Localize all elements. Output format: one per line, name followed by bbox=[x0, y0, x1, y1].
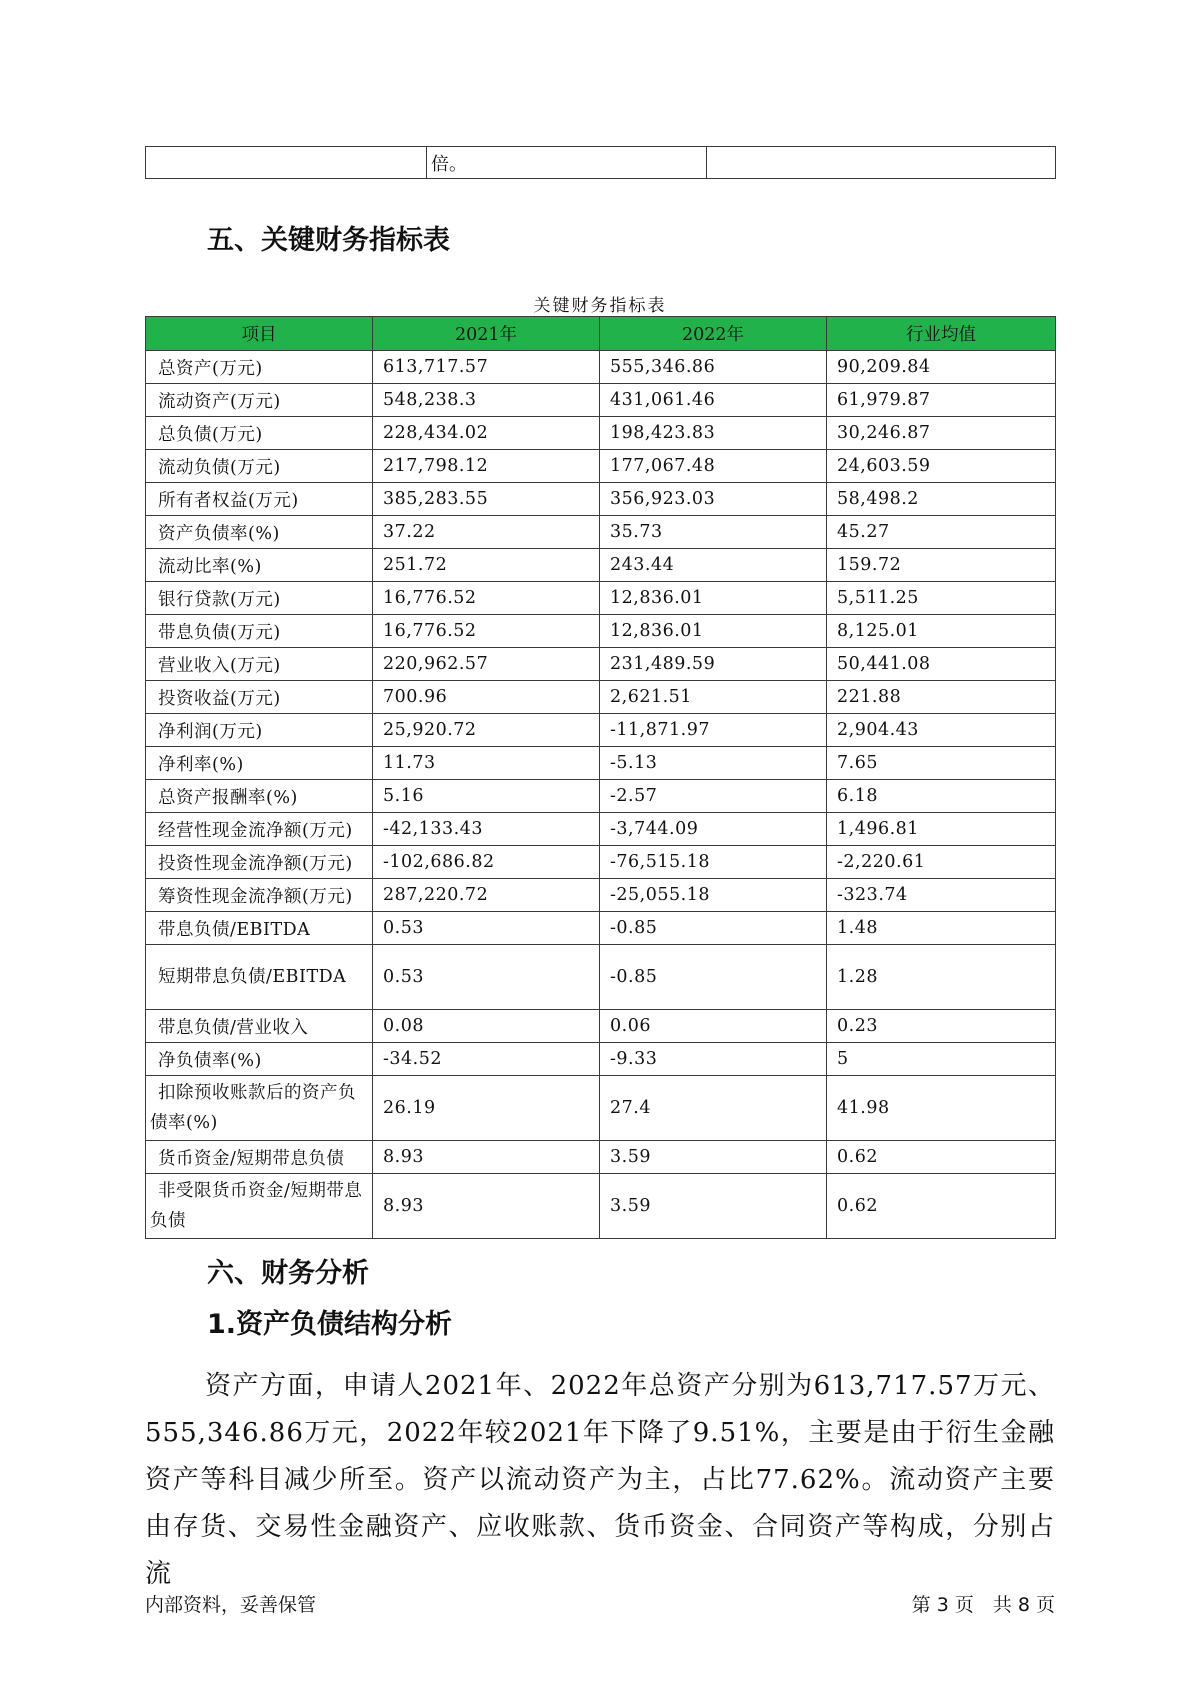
table-row bbox=[146, 417, 1056, 450]
table-row bbox=[146, 1010, 1056, 1043]
table-row bbox=[146, 879, 1056, 912]
table-cell bbox=[146, 147, 427, 179]
body-paragraph: 资产方面，申请人2021年、2022年总资产分别为613,717.57万元、555,346.86万元，2022年较2021年下降了9.51%，主要是由于衍生金融资产等科目减少所至。资产以流动资产为主，占比77.62%。流动资产主要由存货、交易性金融资产、应收账款、货币资金、合同资产等构成，分别占流 bbox=[145, 1371, 1055, 1589]
row-label: 所有者权益(万元) bbox=[146, 483, 373, 516]
table-cell: 35.73 bbox=[600, 516, 827, 549]
table-cell: 8.93 bbox=[373, 1174, 600, 1239]
continued-table-fragment bbox=[145, 146, 1056, 179]
table-cell: 1.28 bbox=[827, 945, 1056, 1010]
table-cell: 177,067.48 bbox=[600, 450, 827, 483]
table-cell: -34.52 bbox=[373, 1043, 600, 1076]
table-cell: 385,283.55 bbox=[373, 483, 600, 516]
row-label: 短期带息负债/EBITDA bbox=[146, 945, 373, 1010]
table-row bbox=[146, 582, 1056, 615]
table-row bbox=[146, 681, 1056, 714]
row-label: 流动资产(万元) bbox=[146, 384, 373, 417]
table-caption: 关键财务指标表 bbox=[533, 296, 667, 316]
table-cell: 5 bbox=[827, 1043, 1056, 1076]
table-cell: -11,871.97 bbox=[600, 714, 827, 747]
table-row bbox=[146, 615, 1056, 648]
table-cell: -0.85 bbox=[600, 945, 827, 1010]
table-row bbox=[146, 147, 1056, 179]
table-cell: 25,920.72 bbox=[373, 714, 600, 747]
row-label: 净利润(万元) bbox=[146, 714, 373, 747]
table-cell: 431,061.46 bbox=[600, 384, 827, 417]
table-cell: 243.44 bbox=[600, 549, 827, 582]
row-label: 总资产报酬率(%) bbox=[146, 780, 373, 813]
table-cell: 221.88 bbox=[827, 681, 1056, 714]
table-cell: 0.08 bbox=[373, 1010, 600, 1043]
table-cell: -42,133.43 bbox=[373, 813, 600, 846]
table-cell: 12,836.01 bbox=[600, 582, 827, 615]
table-header-row bbox=[146, 317, 1056, 351]
table-row bbox=[146, 549, 1056, 582]
table-cell: -0.85 bbox=[600, 912, 827, 945]
table-cell: -102,686.82 bbox=[373, 846, 600, 879]
table-cell: 555,346.86 bbox=[600, 351, 827, 384]
table-cell: 0.62 bbox=[827, 1141, 1056, 1174]
section-heading: 六、财务分析 bbox=[207, 1258, 369, 1289]
table-cell: 548,238.3 bbox=[373, 384, 600, 417]
table-cell: 251.72 bbox=[373, 549, 600, 582]
key-financial-indicators-table bbox=[145, 316, 1056, 1239]
table-row bbox=[146, 351, 1056, 384]
table-cell: -25,055.18 bbox=[600, 879, 827, 912]
table-row bbox=[146, 780, 1056, 813]
table-row bbox=[146, 1076, 1056, 1141]
table-cell: 356,923.03 bbox=[600, 483, 827, 516]
table-cell: 1,496.81 bbox=[827, 813, 1056, 846]
table-cell: 0.62 bbox=[827, 1174, 1056, 1239]
table-cell: 198,423.83 bbox=[600, 417, 827, 450]
table-row bbox=[146, 813, 1056, 846]
table-cell: 倍。 bbox=[427, 147, 707, 179]
row-label: 货币资金/短期带息负债 bbox=[146, 1141, 373, 1174]
row-label: 筹资性现金流净额(万元) bbox=[146, 879, 373, 912]
table-cell: 5.16 bbox=[373, 780, 600, 813]
footer-confidential-note: 内部资料，妥善保管 bbox=[145, 1594, 317, 1616]
row-label: 总资产(万元) bbox=[146, 351, 373, 384]
section-heading: 五、关键财务指标表 bbox=[207, 225, 450, 256]
table-cell: 90,209.84 bbox=[827, 351, 1056, 384]
row-label: 带息负债/EBITDA bbox=[146, 912, 373, 945]
table-cell: 3.59 bbox=[600, 1174, 827, 1239]
row-label: 扣除预收账款后的资产负债率(%) bbox=[146, 1076, 373, 1141]
table-row bbox=[146, 714, 1056, 747]
table-cell: 700.96 bbox=[373, 681, 600, 714]
row-label: 经营性现金流净额(万元) bbox=[146, 813, 373, 846]
table-cell: -323.74 bbox=[827, 879, 1056, 912]
footer-page-number: 第 3 页 共 8 页 bbox=[911, 1594, 1055, 1616]
table-row bbox=[146, 450, 1056, 483]
table-cell: 231,489.59 bbox=[600, 648, 827, 681]
table-cell: 11.73 bbox=[373, 747, 600, 780]
row-label: 总负债(万元) bbox=[146, 417, 373, 450]
row-label: 投资性现金流净额(万元) bbox=[146, 846, 373, 879]
table-cell: -76,515.18 bbox=[600, 846, 827, 879]
table-cell: 613,717.57 bbox=[373, 351, 600, 384]
table-cell: 5,511.25 bbox=[827, 582, 1056, 615]
table-row bbox=[146, 384, 1056, 417]
row-label: 流动负债(万元) bbox=[146, 450, 373, 483]
table-cell bbox=[707, 147, 1056, 179]
table-cell: 30,246.87 bbox=[827, 417, 1056, 450]
table-cell: 41.98 bbox=[827, 1076, 1056, 1141]
table-cell: 37.22 bbox=[373, 516, 600, 549]
column-header-2021: 2021年 bbox=[373, 317, 600, 351]
table-cell: 0.23 bbox=[827, 1010, 1056, 1043]
table-cell: 3.59 bbox=[600, 1141, 827, 1174]
row-label: 资产负债率(%) bbox=[146, 516, 373, 549]
table-cell: 8.93 bbox=[373, 1141, 600, 1174]
table-cell: 0.53 bbox=[373, 912, 600, 945]
table-cell: 24,603.59 bbox=[827, 450, 1056, 483]
table-cell: 50,441.08 bbox=[827, 648, 1056, 681]
subsection-heading: 1.资产负债结构分析 bbox=[207, 1309, 453, 1340]
table-row bbox=[146, 648, 1056, 681]
table-cell: 45.27 bbox=[827, 516, 1056, 549]
row-label: 净利率(%) bbox=[146, 747, 373, 780]
table-row bbox=[146, 1043, 1056, 1076]
row-label: 营业收入(万元) bbox=[146, 648, 373, 681]
table-cell: 217,798.12 bbox=[373, 450, 600, 483]
table-cell: 16,776.52 bbox=[373, 582, 600, 615]
table-cell: 2,904.43 bbox=[827, 714, 1056, 747]
table-cell: 0.53 bbox=[373, 945, 600, 1010]
table-cell: 0.06 bbox=[600, 1010, 827, 1043]
table-row bbox=[146, 483, 1056, 516]
table-cell: 159.72 bbox=[827, 549, 1056, 582]
table-cell: 2,621.51 bbox=[600, 681, 827, 714]
table-cell: -3,744.09 bbox=[600, 813, 827, 846]
table-cell: 7.65 bbox=[827, 747, 1056, 780]
table-cell: 61,979.87 bbox=[827, 384, 1056, 417]
table-cell: 220,962.57 bbox=[373, 648, 600, 681]
table-body bbox=[146, 351, 1056, 1239]
table-row bbox=[146, 912, 1056, 945]
row-label: 带息负债(万元) bbox=[146, 615, 373, 648]
table-cell: 26.19 bbox=[373, 1076, 600, 1141]
table-cell: 58,498.2 bbox=[827, 483, 1056, 516]
table-cell: 6.18 bbox=[827, 780, 1056, 813]
row-label: 投资收益(万元) bbox=[146, 681, 373, 714]
row-label: 银行贷款(万元) bbox=[146, 582, 373, 615]
table-cell: 8,125.01 bbox=[827, 615, 1056, 648]
table-cell: 12,836.01 bbox=[600, 615, 827, 648]
column-header-item: 项目 bbox=[146, 317, 373, 351]
table-row bbox=[146, 747, 1056, 780]
table-cell: -9.33 bbox=[600, 1043, 827, 1076]
table-cell: 1.48 bbox=[827, 912, 1056, 945]
table-row bbox=[146, 1174, 1056, 1239]
table-cell: -2,220.61 bbox=[827, 846, 1056, 879]
column-header-industry-avg: 行业均值 bbox=[827, 317, 1056, 351]
row-label: 净负债率(%) bbox=[146, 1043, 373, 1076]
row-label: 带息负债/营业收入 bbox=[146, 1010, 373, 1043]
table-cell: 228,434.02 bbox=[373, 417, 600, 450]
table-row bbox=[146, 846, 1056, 879]
row-label: 非受限货币资金/短期带息负债 bbox=[146, 1174, 373, 1239]
table-row bbox=[146, 516, 1056, 549]
table-cell: 16,776.52 bbox=[373, 615, 600, 648]
table-cell: 287,220.72 bbox=[373, 879, 600, 912]
column-header-2022: 2022年 bbox=[600, 317, 827, 351]
table-row bbox=[146, 945, 1056, 1010]
table-cell: -5.13 bbox=[600, 747, 827, 780]
table-row bbox=[146, 1141, 1056, 1174]
row-label: 流动比率(%) bbox=[146, 549, 373, 582]
table-cell: 27.4 bbox=[600, 1076, 827, 1141]
table-cell: -2.57 bbox=[600, 780, 827, 813]
